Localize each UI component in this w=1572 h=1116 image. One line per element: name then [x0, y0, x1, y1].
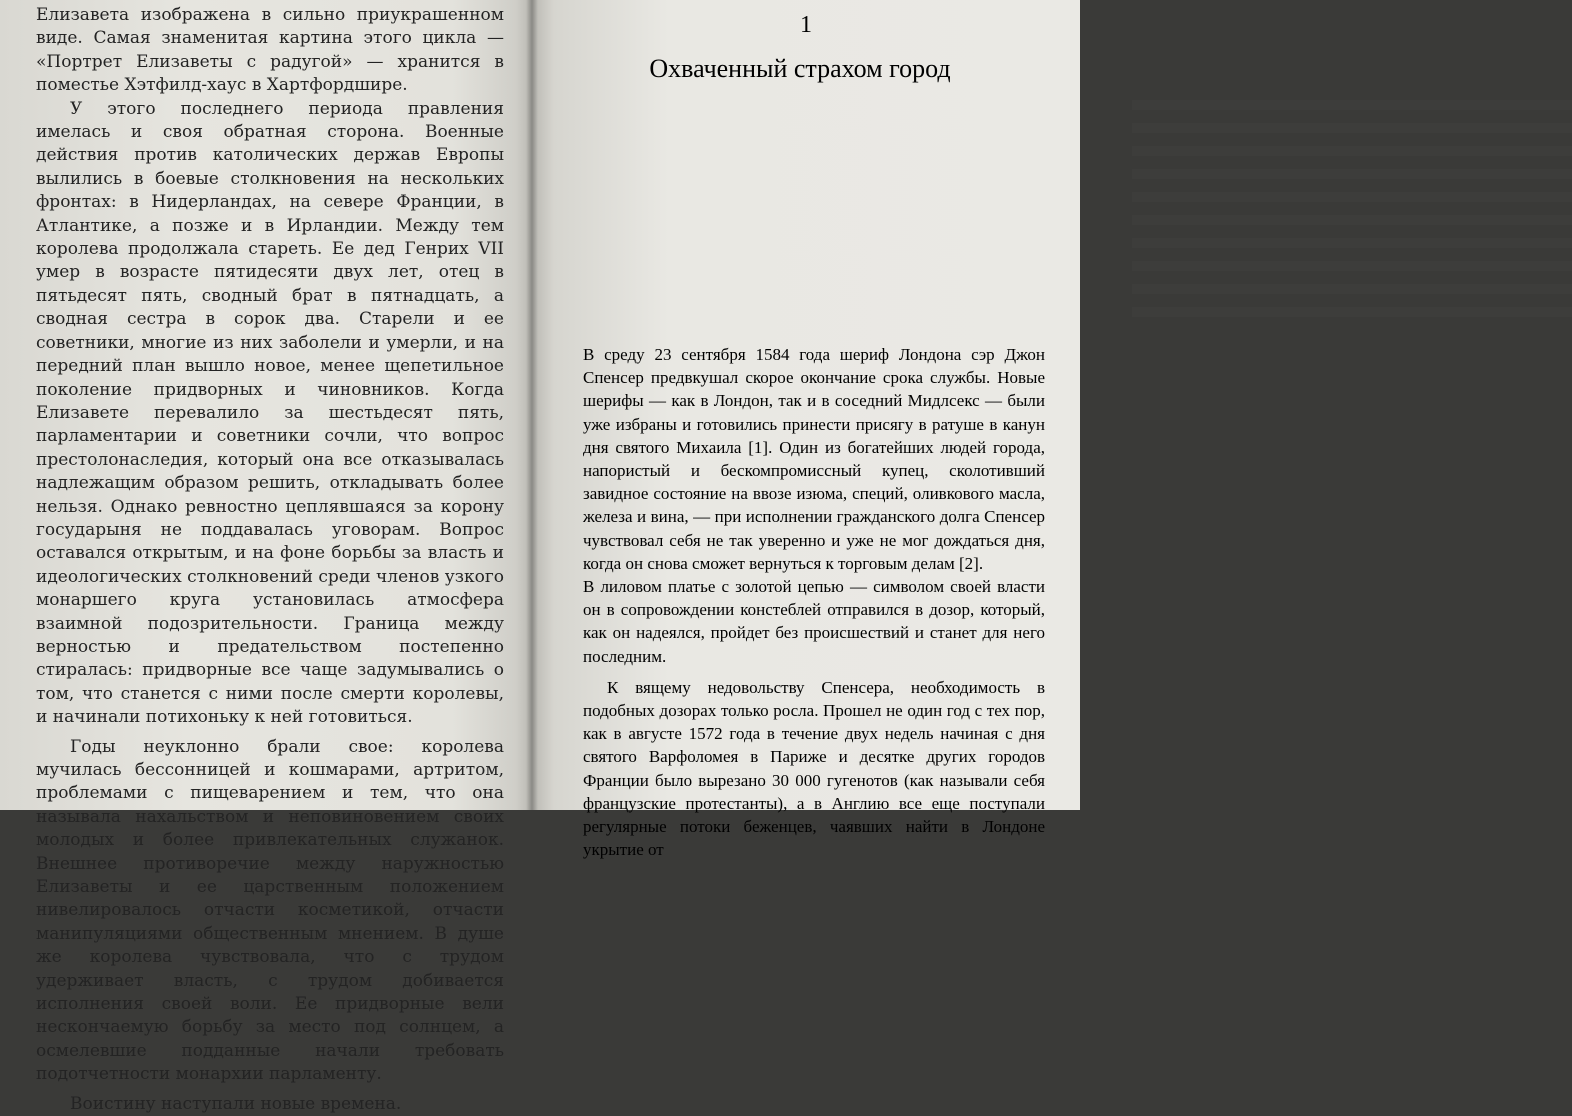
paragraph: В среду 23 сентября 1584 года шериф Лондона сэр Джон Спенсер предвкушал скорое окончание срока службы. Новые шерифы — как в Лондон, так и в соседний Мидлсекс — были уже избраны и готовились принести присягу в ратуше в канун дня святого Михаила [1]. Один из богатейших людей города, напористый и бескомпромиссный купец, сколотивший завидное состояние на ввозе изюма, специй, оливкового масла, железа и вина, — при исполнении гражданского долга Спенсер чувствовал себя не так уверенно и уже не мог дождаться дня, когда он снова сможет вернуться к торговым делам [2].	[583, 345, 1045, 573]
paragraph: Воистину наступали новые времена.	[70, 1093, 402, 1114]
paragraph: Елизавета изображена в сильно приукрашенном виде. Самая знаменитая картина этого цикла — «Портрет Елизаветы с радугой» — хранится в поместье Хэтфилд-хаус в Хартфордшире.	[36, 5, 504, 96]
paragraph: К вящему недовольству Спенсера, необходимость в подобных дозорах только росла. Прошел не один год с тех пор, как в августе 1572 года в течение двух недель начиная с дня святого Варфоломея в Париже и десятке других городов Франции было вырезано 30 000 гугенотов (как называли себя французские протестанты), а в Англию все еще поступали регулярные потоки беженцев, чаявших найти в Лондоне укрытие от	[583, 677, 1045, 860]
chapter-number: 1	[800, 12, 812, 38]
paragraph: В лиловом платье с золотой цепью — символом своей власти он в сопровождении констеблей отправился в дозор, который, как он надеялся, пройдет без происшествий и станет для него последним.	[583, 577, 1045, 666]
paragraph: Годы неуклонно брали свое: королева мучилась бессонницей и кошмарами, артритом, проблемами с пищеварением и тем, что она называла нахальством и неповиновением своих молодых и более привлекательных служанок. Внешнее противоречие между наружностью Елизаветы и ее царственным положением нивелировалось отчасти косметикой, отчасти манипуляциями общественным мнением. В душе же королева чувствовала, что с трудом удерживает власть, с трудом добивается исполнения своей воли. Ее придворные вели нескончаемую борьбу за место под солнцем, а осмелевшие подданные начали требовать подотчетности монархии парламенту.	[36, 736, 504, 1085]
left-page	[0, 0, 532, 1114]
right-page-text	[583, 343, 1045, 861]
show-through-shading	[1132, 100, 1572, 330]
paragraph: У этого последнего периода правления имелась и своя обратная сторона. Военные действия против католических держав Европы вылились в боевые столкновения на нескольких фронтах: в Нидерландах, на севере Франции, в Атлантике, а позже и в Ирландии. Между тем королева продолжала стареть. Ее дед Генрих VII умер в возрасте пятидесяти двух лет, отец в пятьдесят пять, сводный брат в пятнадцать, а сводная сестра в сорок два. Старели и ее советники, многие из них заболели и умерли, и на передний план вышло новое, менее щепетильное поколение придворных и чиновников. Когда Елизавете перевалило за шестьдесят пять, парламентарии и советники сочли, что вопрос престолонаследия, который она все отказывалась надлежащим образом решить, откладывать более нельзя. Однако ревностно цеплявшаяся за корону государыня не поддавалась уговорам. Вопрос оставался открытым, и на фоне борьбы за власть и идеологических столкновений среди членов узкого монаршего круга установилась атмосфера взаимной подозрительности. Граница между верностью и предательством постепенно стиралась: придворные все чаще задумывались о том, что станется с ними после смерти королевы, и начинали потихоньку к ней готовиться.	[36, 98, 504, 728]
left-page-text	[36, 4, 504, 1116]
chapter-title: Охваченный страхом город	[649, 54, 951, 83]
book-gutter	[526, 0, 538, 810]
